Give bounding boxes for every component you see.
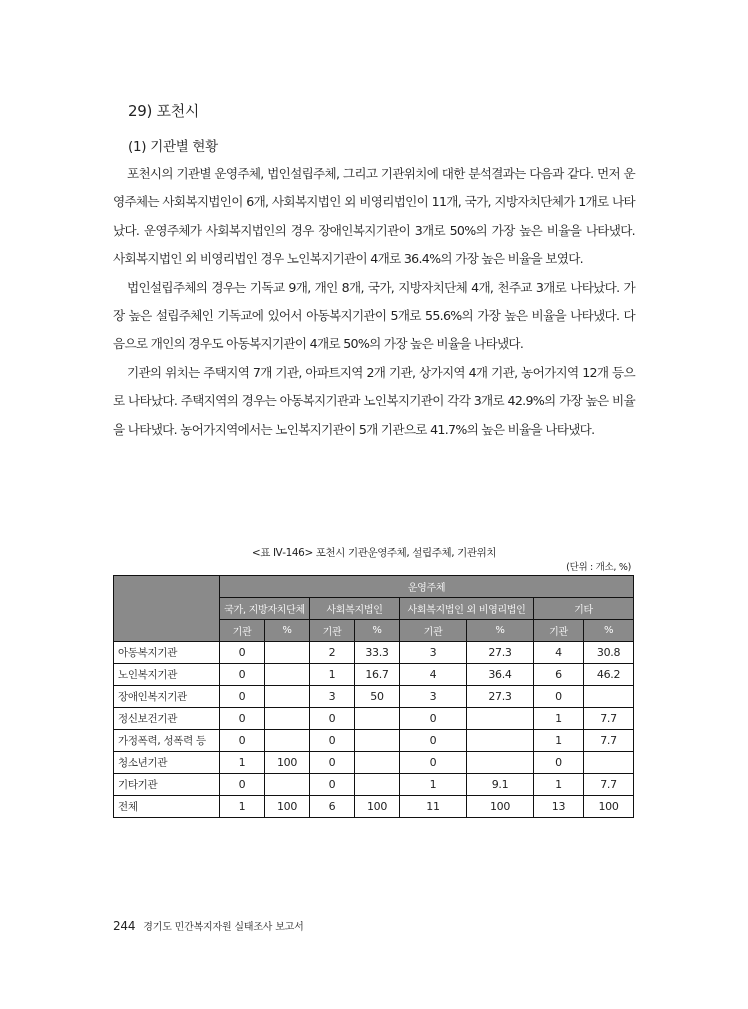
table-cell: 0 [220,730,265,752]
table-cell: 46.2 [584,664,634,686]
table-cell [584,686,634,708]
subheader: % [467,620,534,642]
subsection-heading: (1) 기관별 현황 [128,139,218,155]
table-row [114,774,634,796]
subheader: 기관 [220,620,265,642]
table-row [114,708,634,730]
table-cell [467,730,534,752]
table-cell: 0 [220,686,265,708]
group-header-state: 국가, 지방자치단체 [220,598,310,620]
stats-table [113,575,634,818]
body-text [113,160,635,444]
table-cell [265,774,310,796]
paragraph-location: 기관의 위치는 주택지역 7개 기관, 아파트지역 2개 기관, 상가지역 4개 기관, 농어가지역 12개 등으로 나타났다. 주택지역의 경우는 아동복지기관과 노인복지기관이 각각 3개로 42.9%의 가장 높은 비율을 나타냈다. 농어가지역에서는 노인복지기관이 5개 기관으로 41.7%의 높은 비율을 나타냈다. [113,364,635,437]
row-label: 정신보건기관 [114,708,220,730]
table-cell: 6 [310,796,355,818]
table-cell: 0 [400,752,467,774]
table-cell: 1 [310,664,355,686]
table-cell [355,708,400,730]
table-cell: 33.3 [355,642,400,664]
row-label: 장애인복지기관 [114,686,220,708]
book-title: 경기도 민간복지자원 실태조사 보고서 [143,922,304,933]
table-row [114,752,634,774]
table-cell: 0 [310,774,355,796]
table-cell [355,774,400,796]
table-cell: 4 [400,664,467,686]
table-cell: 30.8 [584,642,634,664]
row-label: 청소년기관 [114,752,220,774]
table-cell: 27.3 [467,686,534,708]
table-unit: (단위 : 개소, %) [566,562,631,573]
table-cell: 7.7 [584,774,634,796]
table-cell: 4 [534,642,584,664]
table-cell: 27.3 [467,642,534,664]
table-cell [355,752,400,774]
page-footer [113,918,304,933]
page-number: 244 [113,919,136,933]
table-cell: 36.4 [467,664,534,686]
table-cell: 2 [310,642,355,664]
subheader: 기관 [400,620,467,642]
table-cell: 0 [310,752,355,774]
subheader: % [265,620,310,642]
table-cell: 7.7 [584,708,634,730]
table-cell: 1 [220,796,265,818]
table-cell [467,708,534,730]
table-row [114,730,634,752]
table-cell: 0 [534,752,584,774]
row-label: 아동복지기관 [114,642,220,664]
paragraph-founding-entity: 법인설립주체의 경우는 기독교 9개, 개인 8개, 국가, 지방자치단체 4개, 천주교 3개로 나타났다. 가장 높은 설립주체인 기독교에 있어서 아동복지기관이 5개로 55.6%의 가장 높은 비율을 나타냈다. 다음으로 개인의 경우도 아동복지기관이 4개로 50%의 가장 높은 비율을 나타냈다. [113,279,635,352]
table-cell: 0 [220,774,265,796]
table-cell: 1 [400,774,467,796]
table-cell: 16.7 [355,664,400,686]
table-cell: 100 [355,796,400,818]
table-cell [265,708,310,730]
table-cell: 0 [534,686,584,708]
table-cell: 50 [355,686,400,708]
table-row [114,664,634,686]
table-cell: 0 [310,708,355,730]
table-cell: 100 [584,796,634,818]
table-row [114,686,634,708]
table-cell: 0 [400,708,467,730]
table-cell: 0 [220,664,265,686]
group-header-welfare-corp: 사회복지법인 [310,598,400,620]
table-cell: 1 [534,708,584,730]
section-heading: 29) 포천시 [128,102,200,120]
group-header: 운영주체 [220,576,634,598]
table-cell: 11 [400,796,467,818]
table-cell: 1 [534,774,584,796]
table-cell: 100 [467,796,534,818]
table-cell: 0 [220,708,265,730]
table-cell [265,730,310,752]
table-cell [265,686,310,708]
table-cell: 1 [534,730,584,752]
table-cell: 0 [310,730,355,752]
table-cell [584,752,634,774]
table-cell [265,642,310,664]
table-cell: 1 [220,752,265,774]
paragraph-operating-entity: 포천시의 기관별 운영주체, 법인설립주체, 그리고 기관위치에 대한 분석결과는 다음과 같다. 먼저 운영주체는 사회복지법인이 6개, 사회복지법인 외 비영리법인이 11개, 국가, 지방자치단체가 1개로 나타났다. 운영주체가 사회복지법인의 경우 장애인복지기관이 3개로 50%의 가장 높은 비율을 나타냈다. 사회복지법인 외 비영리법인 경우 노인복지기관이 4개로 36.4%의 가장 높은 비율을 보였다. [113,166,635,267]
group-header-nonprofit: 사회복지법인 외 비영리법인 [400,598,534,620]
subheader: 기관 [534,620,584,642]
row-label: 기타기관 [114,774,220,796]
table-cell: 7.7 [584,730,634,752]
subheader: % [584,620,634,642]
row-label: 전체 [114,796,220,818]
table-cell: 3 [310,686,355,708]
table-cell [355,730,400,752]
table-cell: 13 [534,796,584,818]
subheader: % [355,620,400,642]
subheader: 기관 [310,620,355,642]
group-header-other: 기타 [534,598,634,620]
table-cell [265,664,310,686]
table-row [114,796,634,818]
table-cell: 6 [534,664,584,686]
table-body [114,642,634,818]
row-label: 노인복지기관 [114,664,220,686]
table-cell: 100 [265,796,310,818]
table-corner-cell [114,576,220,642]
table-cell: 100 [265,752,310,774]
table-cell: 3 [400,686,467,708]
table-row [114,642,634,664]
table-caption: <표 Ⅳ-146> 포천시 기관운영주체, 설립주체, 기관위치 [251,547,497,559]
table-cell: 9.1 [467,774,534,796]
table-cell: 3 [400,642,467,664]
row-label: 가정폭력, 성폭력 등 [114,730,220,752]
table-cell [467,752,534,774]
table-cell: 0 [400,730,467,752]
table-cell: 0 [220,642,265,664]
